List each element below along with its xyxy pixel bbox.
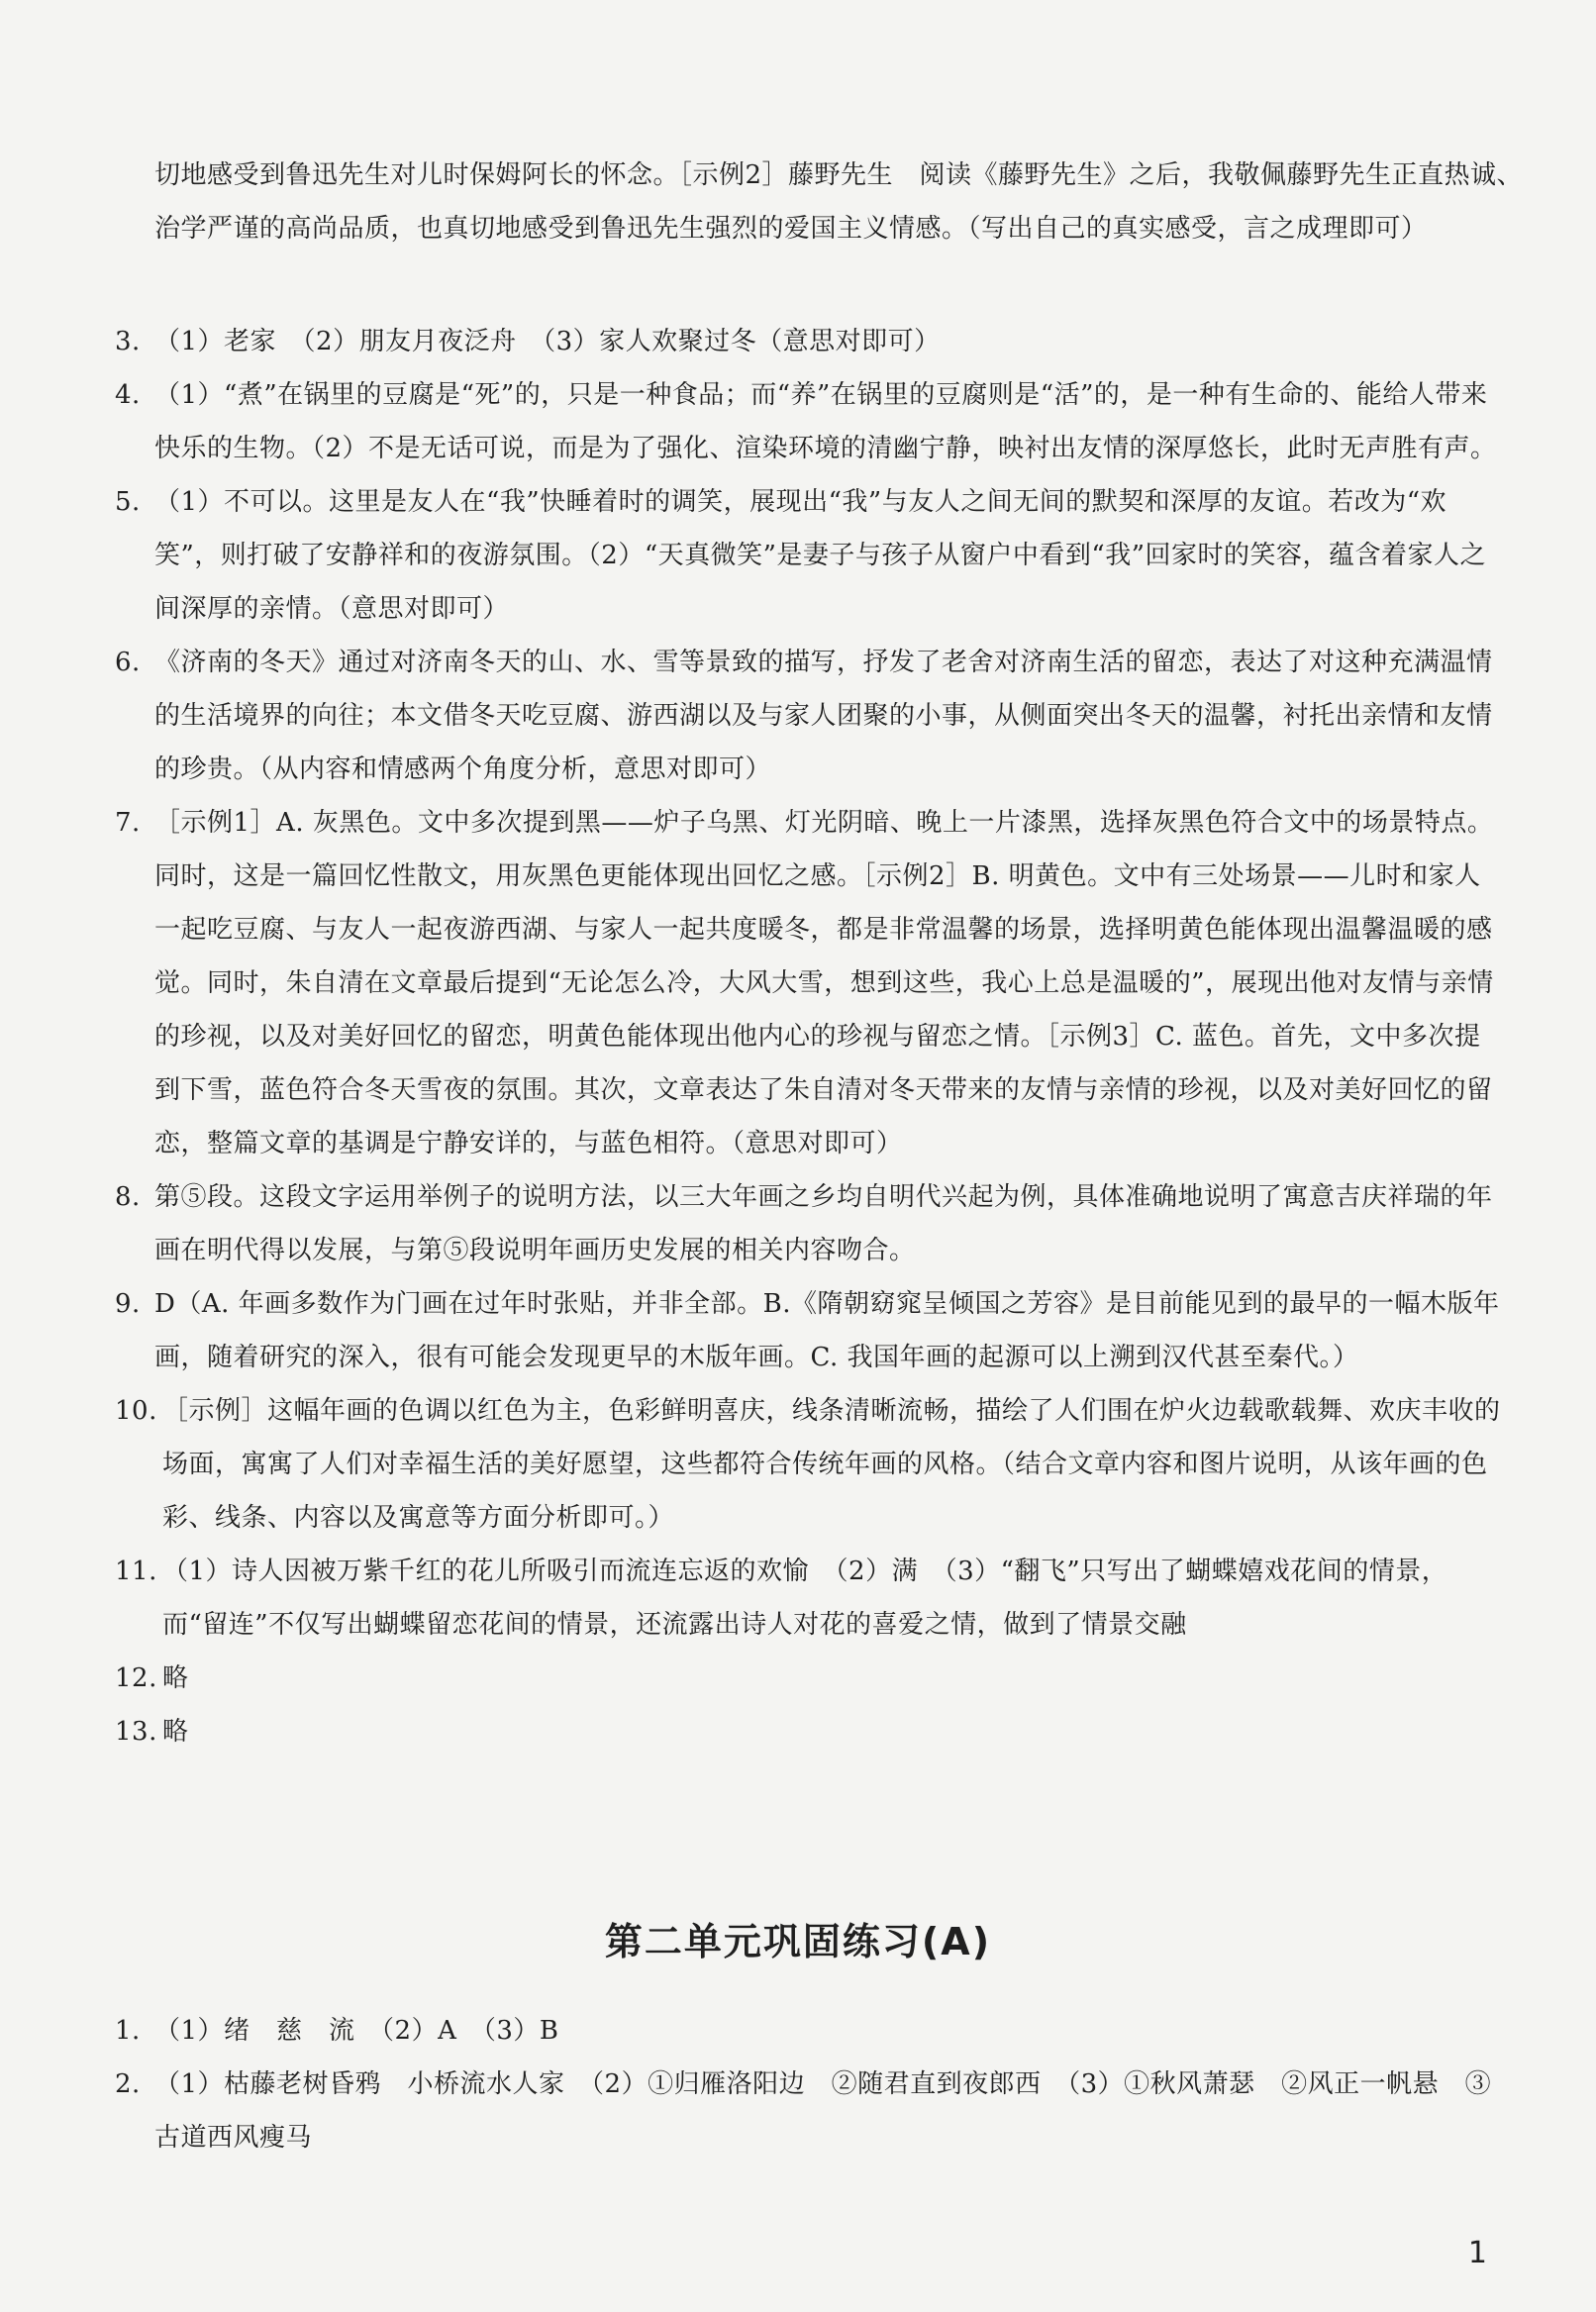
answer-number: 4. (115, 380, 141, 410)
answer-number: 9. (115, 1289, 141, 1319)
answer-text: ［示例］这幅年画的色调以红色为主，色彩鲜明喜庆，线条清晰流畅，描绘了人们围在炉火边载歌载舞、欢庆丰收的场面，寓寓了人们对幸福生活的美好愿望，这些都符合传统年画的风格。（结合文章内容和图片说明，从该年画的色彩、线条、内容以及寓意等方面分析即可。） (162, 1396, 1501, 1533)
answer-number: 2. (115, 2069, 141, 2099)
answer-text: （1）不可以。这里是友人在“我”快睡着时的调笑，展现出“我”与友人之间无间的默契和深厚的友谊。若改为“欢笑”，则打破了安静祥和的夜游氛围。（2）“天真微笑”是妻子与孩子从窗户中看到“我”回家时的笑容，蕴含着家人之间深厚的亲情。（意思对即可） (154, 487, 1487, 624)
answer-item-10 (115, 1384, 1501, 1545)
answer-item-13 (115, 1705, 1501, 1759)
answer-number: 3. (115, 327, 141, 356)
answer-item-3 (115, 315, 1501, 368)
answer-number: 6. (115, 648, 141, 677)
answer-item-7 (115, 796, 1501, 1170)
answer-text: D（A. 年画多数作为门画在过年时张贴，并非全部。B.《隋朝窈窕呈倾国之芳容》是目前能见到的最早的一幅木版年画，随着研究的深入，很有可能会发现更早的木版年画。C. 我国年画的起源可以上溯到汉代甚至秦代。） (154, 1289, 1500, 1372)
answer-item-4 (115, 368, 1501, 475)
answer-item-6 (115, 636, 1501, 796)
continuation-text: 切地感受到鲁迅先生对儿时保姆阿长的怀念。［示例2］藤野先生 阅读《藤野先生》之后，我敬佩藤野先生正直热诚、治学严谨的高尚品质，也真切地感受到鲁迅先生强烈的爱国主义情感。（写出自己的真实感受，言之成理即可） (154, 160, 1524, 244)
answer-number: 11. (115, 1557, 157, 1586)
answer-text: （1）老家 （2）朋友月夜泛舟 （3）家人欢聚过冬（意思对即可） (154, 327, 941, 356)
answer-number: 10. (115, 1396, 157, 1426)
answer-text: （1）“煮”在锅里的豆腐是“死”的，只是一种食品；而“养”在锅里的豆腐则是“活”的，是一种有生命的、能给人带来快乐的生物。（2）不是无话可说，而是为了强化、渲染环境的清幽宁静，映衬出友情的深厚悠长，此时无声胜有声。 (154, 380, 1497, 463)
section-answer-item-1 (115, 2004, 1501, 2058)
answer-item-12 (115, 1652, 1501, 1705)
answer-number: 13. (115, 1717, 157, 1747)
answer-number: 5. (115, 487, 141, 517)
answer-number: 12. (115, 1663, 157, 1693)
answer-text: （1）枯藤老树昏鸦 小桥流水人家 （2）①归雁洛阳边 ②随君直到夜郎西 （3）①秋风萧瑟 ②风正一帆悬 ③古道西风瘦马 (154, 2069, 1492, 2153)
section-answer-item-2 (115, 2058, 1501, 2164)
answer-text: 《济南的冬天》通过对济南冬天的山、水、雪等景致的描写，抒发了老舍对济南生活的留恋，表达了对这种充满温情的生活境界的向往；本文借冬天吃豆腐、游西湖以及与家人团聚的小事，从侧面突出冬天的温馨，衬托出亲情和友情的珍贵。（从内容和情感两个角度分析，意思对即可） (154, 648, 1493, 784)
answer-text: （1）诗人因被万紫千红的花儿所吸引而流连忘返的欢愉 （2）满 （3）“翻飞”只写出了蝴蝶嬉戏花间的情景，而“留连”不仅写出蝴蝶留恋花间的情景，还流露出诗人对花的喜爱之情，做到了情景交融 (162, 1557, 1448, 1640)
answer-number: 7. (115, 808, 141, 838)
answer-text: ［示例1］A. 灰黑色。文中多次提到黑——炉子乌黑、灯光阴暗、晚上一片漆黑，选择灰黑色符合文中的场景特点。同时，这是一篇回忆性散文，用灰黑色更能体现出回忆之感。［示例2］B. 明黄色。文中有三处场景——儿时和家人一起吃豆腐、与友人一起夜游西湖、与家人一起共度暖冬，都是非常温馨的场景，选择明黄色能体现出温馨温暖的感觉。同时，朱自清在文章最后提到“无论怎么冷，大风大雪，想到这些，我心上总是温暖的”，展现出他对友情与亲情的珍视，以及对美好回忆的留恋，明黄色能体现出他内心的珍视与留恋之情。［示例3］C. 蓝色。首先，文中多次提到下雪，蓝色符合冬天雪夜的氛围。其次，文章表达了朱自清对冬天带来的友情与亲情的珍视，以及对美好回忆的留恋，整篇文章的基调是宁静安详的，与蓝色相符。（意思对即可） (154, 808, 1494, 1158)
answer-number: 1. (115, 2016, 141, 2046)
answer-item-9 (115, 1277, 1501, 1384)
answer-item-8 (115, 1170, 1501, 1277)
continuation-paragraph (115, 149, 1541, 255)
answer-text: 略 (162, 1663, 189, 1693)
answer-item-5 (115, 475, 1501, 636)
answer-item-11 (115, 1545, 1501, 1652)
answer-list (115, 315, 1501, 1759)
answer-text: （1）绪 慈 流 （2）A （3）B (154, 2016, 559, 2046)
section-answer-list (115, 2004, 1501, 2164)
page-number: 1 (1467, 2236, 1487, 2270)
answer-number: 8. (115, 1182, 141, 1212)
answer-text: 略 (162, 1717, 189, 1747)
answer-text: 第⑤段。这段文字运用举例子的说明方法，以三大年画之乡均自明代兴起为例，具体准确地说明了寓意吉庆祥瑞的年画在明代得以发展，与第⑤段说明年画历史发展的相关内容吻合。 (154, 1182, 1493, 1265)
section-title: 第二单元巩固练习(A) (604, 1920, 992, 1963)
